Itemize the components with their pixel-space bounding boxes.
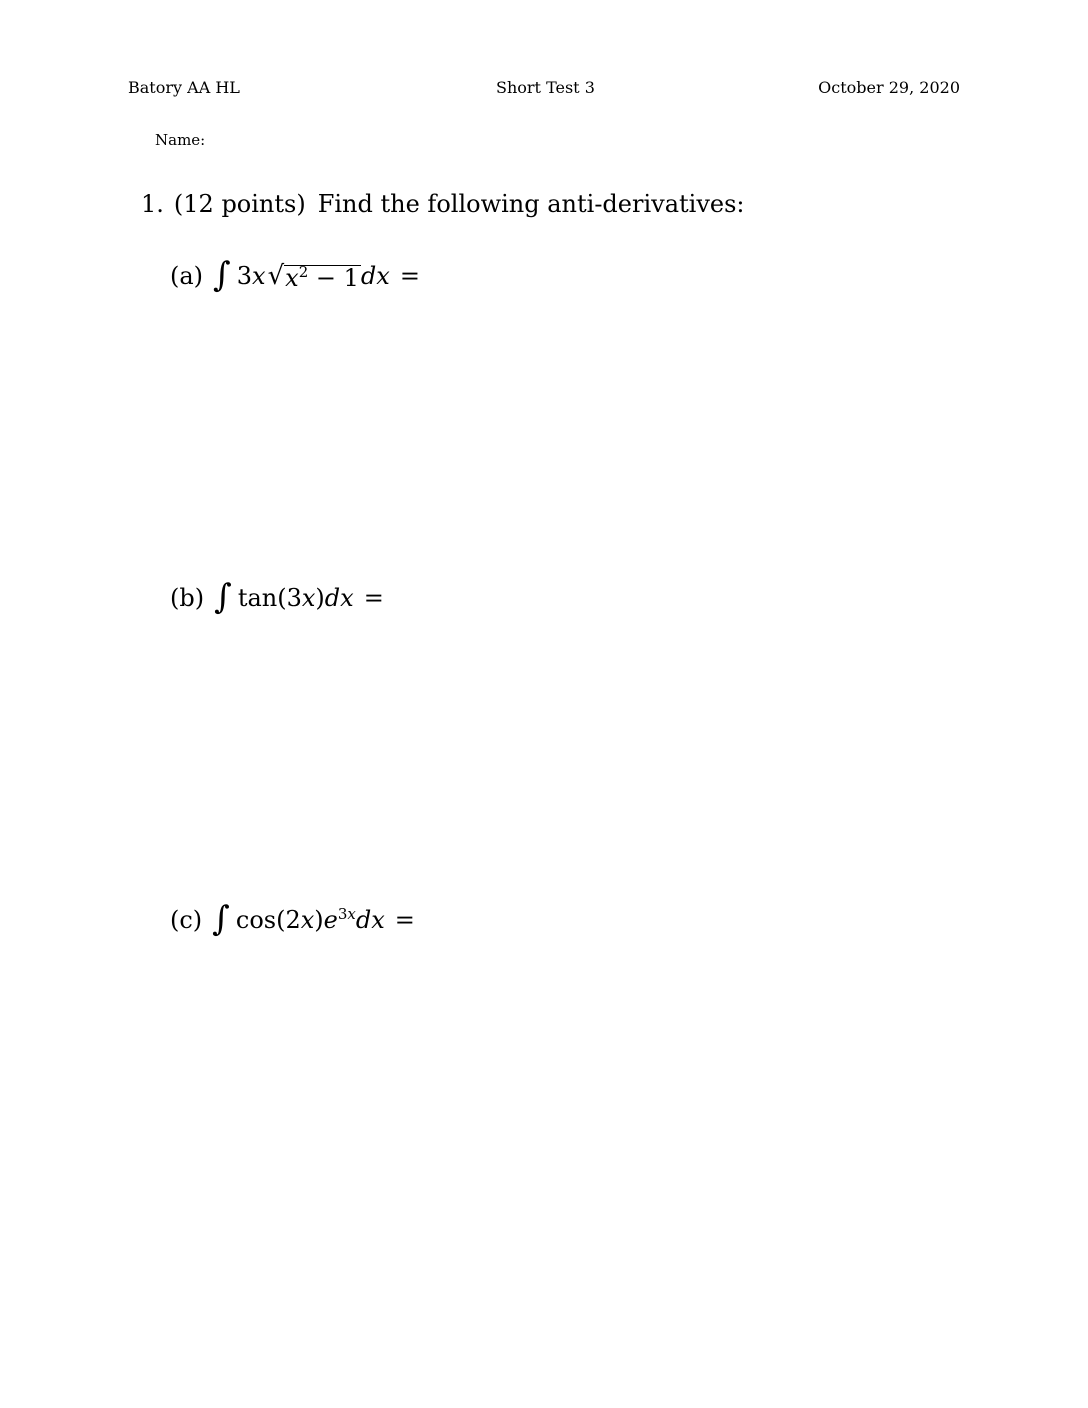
question-1: [141, 190, 745, 218]
integral-sign: ∫: [213, 255, 231, 295]
part-a-integrand: 3x √ $x^2 - 1$ dx: [236, 261, 390, 292]
header-date: October 29, 2020: [818, 78, 960, 97]
part-c-integrand: $\cos(2x)e^{3x}dx$: [235, 905, 385, 934]
part-b: [170, 578, 384, 618]
part-c: [170, 900, 415, 940]
part-c-equals: =: [394, 906, 415, 934]
name-label: Name:: [155, 131, 206, 149]
part-a-equals: =: [399, 262, 420, 290]
integral-sign: ∫: [212, 899, 230, 939]
question-points: (12 points): [173, 190, 306, 218]
question-number: 1.: [141, 190, 164, 218]
part-c-label: (c): [170, 906, 203, 934]
part-b-label: (b): [170, 584, 205, 612]
header-course: Batory AA HL: [128, 78, 240, 97]
integral-sign: ∫: [214, 577, 232, 617]
question-prompt: Find the following anti-derivatives:: [317, 190, 745, 218]
part-a: [170, 256, 420, 296]
part-a-label: (a): [170, 262, 204, 290]
part-b-integrand: tan(3x)dx: [237, 584, 354, 612]
header-test-title: Short Test 3: [496, 78, 595, 97]
part-b-equals: =: [363, 584, 384, 612]
